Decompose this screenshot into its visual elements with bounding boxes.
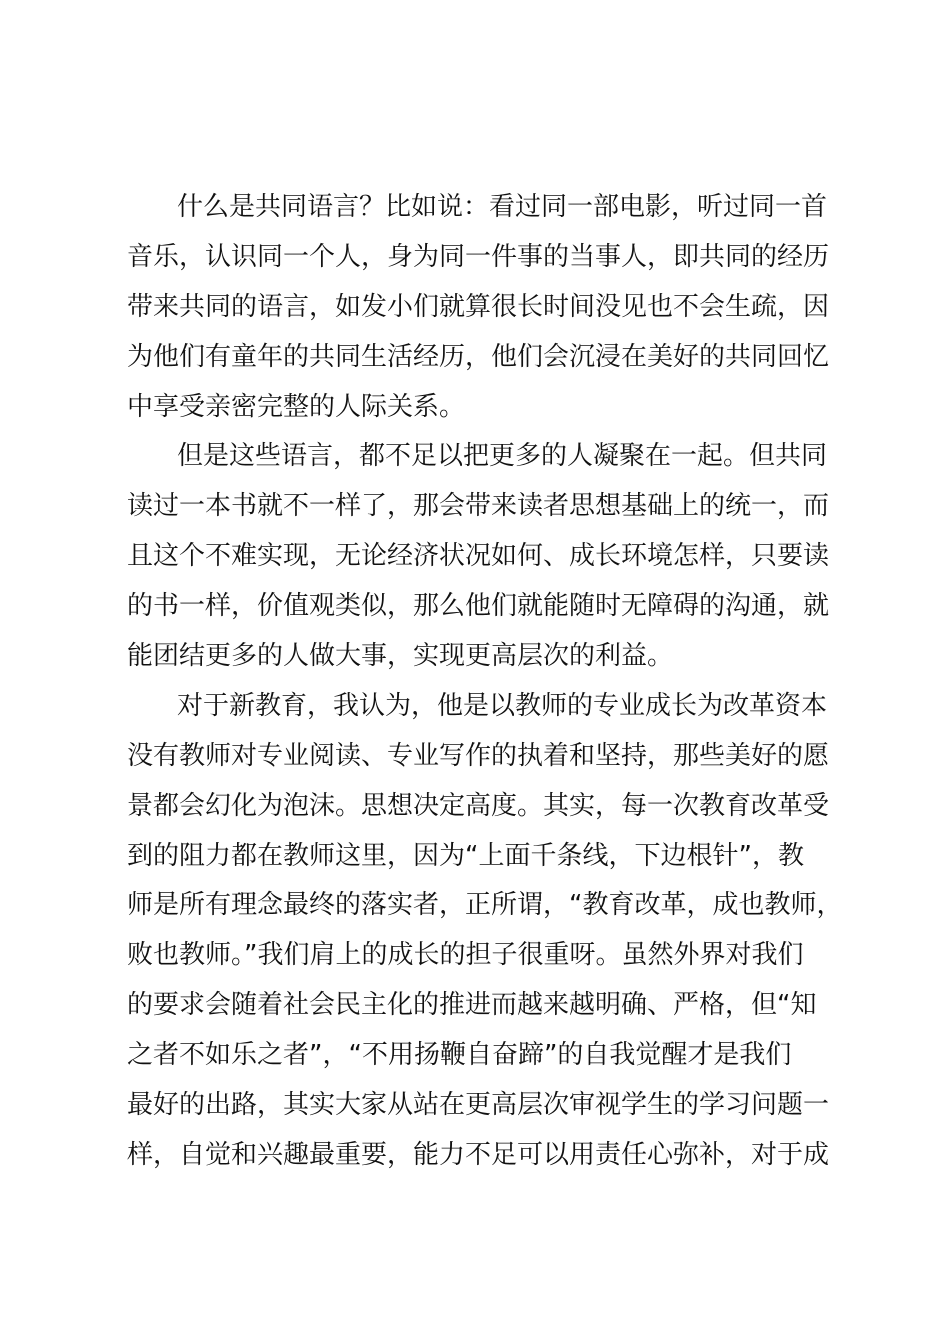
text-line: 景都会幻化为泡沫。思想决定高度。其实，每一次教育改革受: [127, 790, 830, 821]
paragraph-3: [127, 682, 843, 1181]
text-line: 的要求会随着社会民主化的推进而越来越明确、严格，但“知: [127, 990, 817, 1021]
text-line: 到的阻力都在教师这里，因为“上面千条线，下边根针”，教: [127, 840, 804, 871]
text-line: 没有教师对专业阅读、专业写作的执着和坚持，那些美好的愿: [127, 740, 830, 771]
text-line: 师是所有理念最终的落实者，正所谓，“教育改革，成也教师，: [127, 890, 843, 921]
text-line: 败也教师。”我们肩上的成长的担子很重呀。虽然外界对我们: [127, 940, 804, 971]
text-line: 中享受亲密完整的人际关系。: [127, 391, 466, 422]
text-line: 且这个不难实现，无论经济状况如何、成长环境怎样，只要读: [127, 541, 830, 572]
text-line: 但是这些语言，都不足以把更多的人凝聚在一起。但共同: [177, 441, 828, 472]
text-line: 什么是共同语言？比如说：看过同一部电影，听过同一首: [177, 192, 828, 222]
paragraph-1: [127, 183, 839, 432]
text-line: 为他们有童年的共同生活经历，他们会沉浸在美好的共同回忆: [127, 341, 830, 372]
text-line: 样，自觉和兴趣最重要，能力不足可以用责任心弥补，对于成: [127, 1139, 830, 1170]
paragraph-2: [127, 432, 839, 681]
text-line: 读过一本书就不一样了，那会带来读者思想基础上的统一，而: [127, 491, 830, 522]
text-line: 的书一样，价值观类似，那么他们就能随时无障碍的沟通，就: [127, 591, 830, 622]
text-line: 最好的出路，其实大家从站在更高层次审视学生的学习问题一: [127, 1090, 830, 1121]
text-line: 带来共同的语言，如发小们就算很长时间没见也不会生疏，因: [127, 291, 830, 322]
body-text: [127, 183, 843, 1181]
text-line: 音乐，认识同一个人，身为同一件事的当事人，即共同的经历: [127, 241, 830, 272]
text-line: 对于新教育，我认为，他是以教师的专业成长为改革资本: [177, 690, 828, 721]
text-line: 之者不如乐之者”，“不用扬鞭自奋蹄”的自我觉醒才是我们: [127, 1040, 792, 1071]
text-line: 能团结更多的人做大事，实现更高层次的利益。: [127, 641, 674, 672]
